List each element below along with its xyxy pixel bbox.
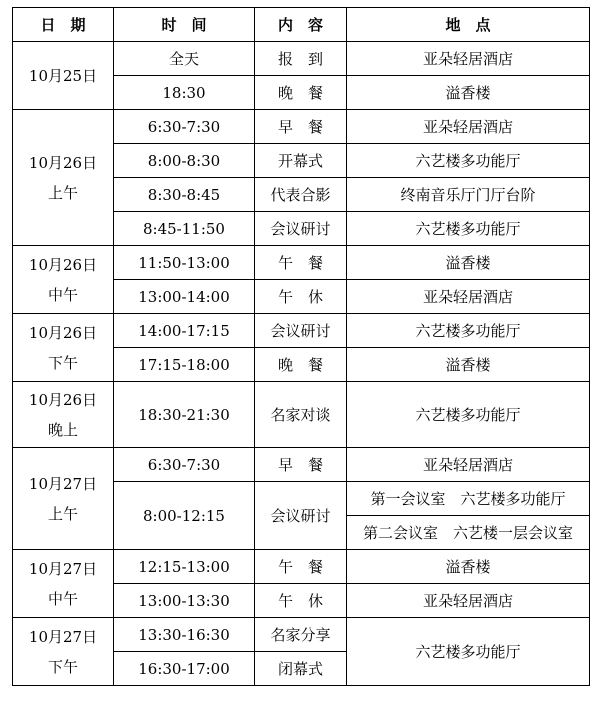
table-row: [13, 550, 590, 584]
location-cell: 六艺楼多功能厅: [347, 618, 590, 686]
location-cell: 第二会议室 六艺楼一层会议室: [347, 516, 590, 550]
header-content: 内 容: [255, 8, 347, 42]
content-cell: 午 餐: [255, 550, 347, 584]
location-cell: 溢香楼: [347, 348, 590, 382]
table-row: [13, 314, 590, 348]
content-cell: 代表合影: [255, 178, 347, 212]
content-cell: 会议研讨: [255, 314, 347, 348]
content-cell: 名家对谈: [255, 382, 347, 448]
location-cell: 亚朵轻居酒店: [347, 584, 590, 618]
period-label: 上午: [47, 504, 78, 523]
table-row: [13, 448, 590, 482]
header-date: 日 期: [13, 8, 114, 42]
date-cell: [13, 550, 114, 618]
date-label: 10月27日: [28, 627, 98, 646]
location-cell: 六艺楼多功能厅: [347, 144, 590, 178]
time-cell: 13:30-16:30: [114, 618, 255, 652]
header-location: 地 点: [347, 8, 590, 42]
content-cell: 开幕式: [255, 144, 347, 178]
time-cell: 全天: [114, 42, 255, 76]
date-cell: [13, 448, 114, 550]
time-cell: 6:30-7:30: [114, 448, 255, 482]
date-cell: [13, 110, 114, 246]
content-cell: 会议研讨: [255, 482, 347, 550]
header-time: 时 间: [114, 8, 255, 42]
location-cell: 溢香楼: [347, 76, 590, 110]
table-row: [13, 110, 590, 144]
table-row: [13, 42, 590, 76]
date-label: 10月25日: [28, 66, 98, 85]
time-cell: 17:15-18:00: [114, 348, 255, 382]
content-cell: 报 到: [255, 42, 347, 76]
table-row: [13, 618, 590, 652]
location-cell: 亚朵轻居酒店: [347, 110, 590, 144]
content-cell: 名家分享: [255, 618, 347, 652]
content-cell: 午 休: [255, 280, 347, 314]
time-cell: 8:00-8:30: [114, 144, 255, 178]
time-cell: 14:00-17:15: [114, 314, 255, 348]
time-cell: 18:30-21:30: [114, 382, 255, 448]
time-cell: 8:45-11:50: [114, 212, 255, 246]
time-cell: 8:30-8:45: [114, 178, 255, 212]
location-cell: 第一会议室 六艺楼多功能厅: [347, 482, 590, 516]
time-cell: 16:30-17:00: [114, 652, 255, 686]
header-row: [13, 8, 590, 42]
time-cell: 11:50-13:00: [114, 246, 255, 280]
date-label: 10月26日: [28, 153, 98, 172]
location-cell: 六艺楼多功能厅: [347, 382, 590, 448]
period-label: 下午: [47, 657, 78, 676]
table-row: [13, 382, 590, 448]
time-cell: 18:30: [114, 76, 255, 110]
content-cell: 晚 餐: [255, 348, 347, 382]
time-cell: 8:00-12:15: [114, 482, 255, 550]
content-cell: 午 休: [255, 584, 347, 618]
time-cell: 13:00-14:00: [114, 280, 255, 314]
content-cell: 早 餐: [255, 110, 347, 144]
date-cell: [13, 314, 114, 382]
content-cell: 会议研讨: [255, 212, 347, 246]
date-label: 10月26日: [28, 255, 98, 274]
location-cell: 六艺楼多功能厅: [347, 212, 590, 246]
date-label: 10月27日: [28, 474, 98, 493]
date-cell: [13, 618, 114, 686]
location-cell: 亚朵轻居酒店: [347, 448, 590, 482]
date-label: 10月27日: [28, 559, 98, 578]
time-cell: 13:00-13:30: [114, 584, 255, 618]
location-cell: 溢香楼: [347, 550, 590, 584]
date-cell: [13, 382, 114, 448]
content-cell: 午 餐: [255, 246, 347, 280]
period-label: 下午: [47, 353, 78, 372]
location-cell: 亚朵轻居酒店: [347, 280, 590, 314]
date-label: 10月26日: [28, 390, 98, 409]
schedule-table: [12, 7, 590, 686]
time-cell: 6:30-7:30: [114, 110, 255, 144]
period-label: 上午: [47, 183, 78, 202]
period-label: 中午: [47, 589, 78, 608]
date-cell: [13, 246, 114, 314]
date-label: 10月26日: [28, 323, 98, 342]
location-cell: 六艺楼多功能厅: [347, 314, 590, 348]
period-label: 中午: [47, 285, 78, 304]
content-cell: 早 餐: [255, 448, 347, 482]
location-cell: 溢香楼: [347, 246, 590, 280]
date-cell: [13, 42, 114, 110]
location-cell: 亚朵轻居酒店: [347, 42, 590, 76]
table-row: [13, 246, 590, 280]
content-cell: 闭幕式: [255, 652, 347, 686]
content-cell: 晚 餐: [255, 76, 347, 110]
period-label: 晚上: [47, 420, 78, 439]
time-cell: 12:15-13:00: [114, 550, 255, 584]
location-cell: 终南音乐厅门厅台阶: [347, 178, 590, 212]
